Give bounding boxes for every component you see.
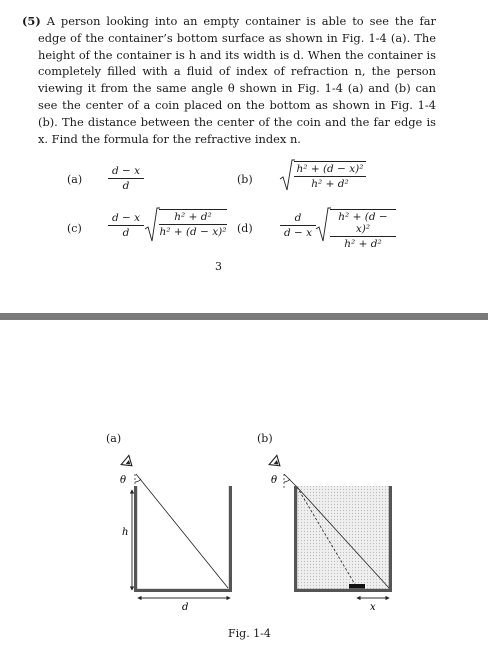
choice-d-fraction-1 xyxy=(280,212,316,239)
theta-label-a: θ xyxy=(120,475,127,486)
theta-label-b: θ xyxy=(271,475,278,486)
page-divider xyxy=(0,313,488,320)
choice-c-f2-numerator: h² + d² xyxy=(174,211,212,223)
figure-b-diagram xyxy=(255,440,405,620)
choice-a-fraction xyxy=(108,165,144,192)
choice-c-radical xyxy=(144,207,160,244)
choice-b-label: (b) xyxy=(237,173,253,186)
choice-d-label: (d) xyxy=(237,222,253,235)
choice-a-denominator: d xyxy=(122,180,130,192)
choice-d-f2-numerator: h² + (d − x)² xyxy=(338,211,388,235)
eye-icon xyxy=(121,455,136,470)
choice-c-f1-numerator: d − x xyxy=(111,212,141,224)
choice-b-radical xyxy=(279,159,295,193)
figure-caption: Fig. 1-4 xyxy=(228,627,271,640)
choice-c-fraction-2 xyxy=(159,209,227,238)
height-label: h xyxy=(122,527,129,538)
choice-c-fraction-1 xyxy=(108,212,144,239)
problem-number: (5) xyxy=(22,14,41,28)
choice-b-denominator: h² + d² xyxy=(311,178,349,190)
figure-a-diagram xyxy=(100,440,250,620)
choice-b-numerator: h² + (d − x)² xyxy=(296,163,364,175)
problem-statement xyxy=(22,13,436,147)
figure-a-label: (a) xyxy=(106,432,122,445)
distance-label: x xyxy=(370,602,376,613)
choice-d-f1-numerator: d xyxy=(294,212,302,224)
choice-a-label: (a) xyxy=(67,173,83,186)
choice-d-f2-denominator: h² + d² xyxy=(344,238,382,250)
figure-b-label: (b) xyxy=(257,432,273,445)
page-number: 3 xyxy=(215,260,222,273)
coin xyxy=(349,584,365,589)
choice-c-f2-denominator: h² + (d − x)² xyxy=(159,226,227,238)
choice-d-f1-denominator: d − x xyxy=(283,227,313,239)
choice-a-numerator: d − x xyxy=(111,165,141,177)
choice-d-fraction-2 xyxy=(330,209,396,250)
problem-text: A person looking into an empty container is able to see the far edge of the container’s bottom surface as shown in Fig. 1-4 (a). The height of the container is h and its width is d. When the container is completely filled with a fluid of index of refraction n, the person viewing it from the same angle θ shown in Fig. 1-4 (a) and (b) can see the center of a coin placed on the bottom as shown in Fig. 1-4 (b). The distance between the center of the coin and the far edge is x. Find the formula for the refractive index n. xyxy=(38,14,436,146)
width-label: d xyxy=(182,602,189,613)
choice-c-f1-denominator: d xyxy=(122,227,130,239)
choice-d-radical xyxy=(315,207,331,244)
choice-b-fraction xyxy=(294,161,366,190)
eye-icon xyxy=(269,455,284,470)
choice-c-label: (c) xyxy=(67,222,82,235)
